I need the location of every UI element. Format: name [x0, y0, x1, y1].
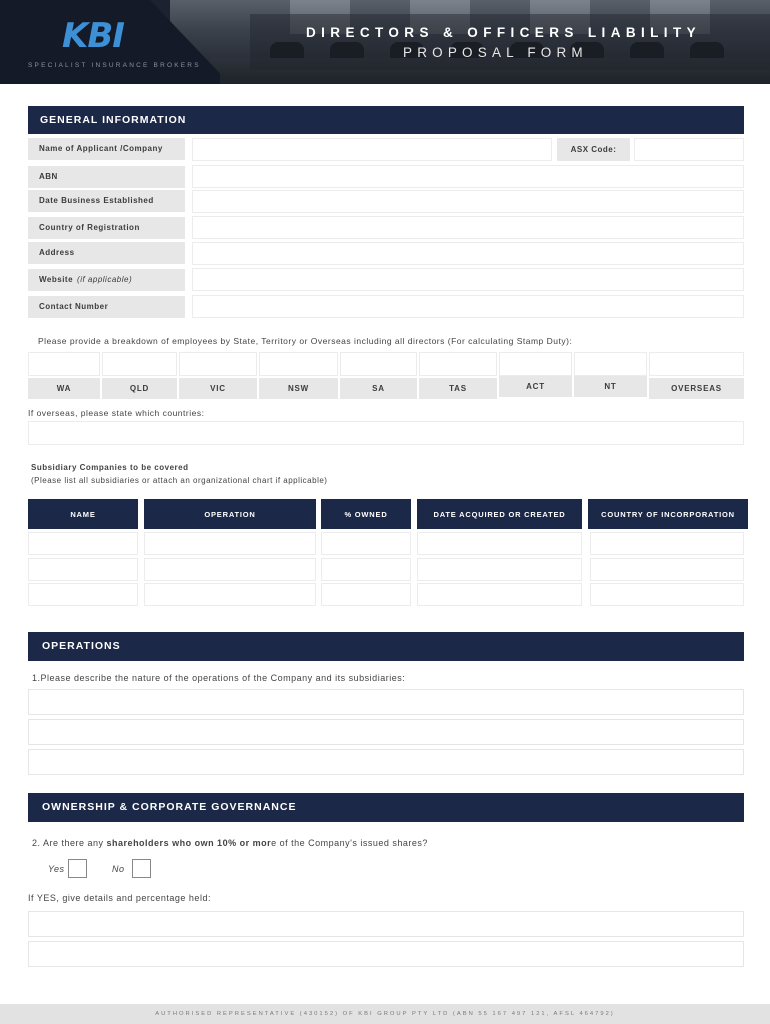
shareholders-question: 2. Are there any shareholders who own 10% or more of the Company's issued shares?	[32, 838, 428, 848]
footer-authorisation: AUTHORISED REPRESENTATIVE (430152) OF KBI GROUP PTY LTD (ABN 55 167 497 121, AFSL 464792)	[0, 1004, 770, 1024]
subsidiary-2-operation[interactable]	[144, 558, 316, 581]
asx-code-field[interactable]	[634, 138, 744, 161]
logo-tagline: SPECIALIST INSURANCE BROKERS	[28, 62, 201, 69]
contact-number-field[interactable]	[192, 295, 744, 318]
subsidiary-1-name[interactable]	[28, 532, 138, 555]
date-established-field[interactable]	[192, 190, 744, 213]
employees-instruction: Please provide a breakdown of employees by State, Territory or Overseas including all directors (For calculating Stamp Duty):	[38, 336, 573, 346]
employees-sa-field[interactable]	[340, 352, 417, 376]
subsidiary-2-date[interactable]	[417, 558, 582, 581]
column-date-acquired: DATE ACQUIRED OR CREATED	[417, 499, 582, 529]
contact-number-label: Contact Number	[28, 296, 185, 318]
no-label: No	[112, 864, 125, 874]
country-registration-field[interactable]	[192, 216, 744, 239]
operations-answer-line-1[interactable]	[28, 689, 744, 715]
operations-question: 1.Please describe the nature of the operations of the Company and its subsidiaries:	[32, 673, 406, 683]
operations-answer-line-2[interactable]	[28, 719, 744, 745]
country-registration-label: Country of Registration	[28, 217, 185, 239]
address-label: Address	[28, 242, 185, 264]
state-label-overseas: OVERSEAS	[649, 378, 744, 399]
subsidiary-3-operation[interactable]	[144, 583, 316, 606]
employees-nt-field[interactable]	[574, 352, 647, 376]
header-banner	[0, 0, 770, 84]
website-label: Website (if applicable)	[28, 269, 185, 291]
employees-act-field[interactable]	[499, 352, 572, 376]
state-label-qld: QLD	[102, 378, 177, 399]
employees-qld-field[interactable]	[102, 352, 177, 376]
asx-code-label: ASX Code:	[557, 138, 630, 161]
shareholder-details-label: If YES, give details and percentage held:	[28, 893, 211, 903]
subsidiary-2-owned[interactable]	[321, 558, 411, 581]
employees-vic-field[interactable]	[179, 352, 257, 376]
state-label-sa: SA	[340, 378, 417, 399]
column-operation: OPERATION	[144, 499, 316, 529]
shareholder-details-line-2[interactable]	[28, 941, 744, 967]
subsidiary-3-country[interactable]	[590, 583, 744, 606]
state-label-wa: WA	[28, 378, 100, 399]
subsidiary-1-operation[interactable]	[144, 532, 316, 555]
state-label-nsw: NSW	[259, 378, 338, 399]
employees-overseas-field[interactable]	[649, 352, 744, 376]
subsidiary-1-owned[interactable]	[321, 532, 411, 555]
website-note: (if applicable)	[77, 275, 133, 284]
state-label-act: ACT	[499, 376, 572, 397]
column-name: NAME	[28, 499, 138, 529]
employees-tas-field[interactable]	[419, 352, 497, 376]
abn-label: ABN	[28, 166, 185, 188]
overseas-countries-label: If overseas, please state which countries:	[28, 408, 205, 418]
ownership-governance-header: OWNERSHIP & CORPORATE GOVERNANCE	[28, 793, 744, 822]
subsidiary-1-date[interactable]	[417, 532, 582, 555]
subsidiary-1-country[interactable]	[590, 532, 744, 555]
date-established-label: Date Business Established	[28, 190, 185, 212]
subsidiary-3-owned[interactable]	[321, 583, 411, 606]
employees-wa-field[interactable]	[28, 352, 100, 376]
abn-field[interactable]	[192, 165, 744, 188]
applicant-label: Name of Applicant /Company	[28, 138, 185, 160]
general-information-header: GENERAL INFORMATION	[28, 106, 744, 134]
subsidiaries-note: (Please list all subsidiaries or attach an organizational chart if applicable)	[31, 476, 328, 485]
no-checkbox[interactable]	[132, 859, 151, 878]
kbi-logo: KBI	[62, 16, 124, 56]
applicant-field[interactable]	[192, 138, 552, 161]
form-subtitle: PROPOSAL FORM	[403, 45, 588, 60]
subsidiary-3-name[interactable]	[28, 583, 138, 606]
column-country-incorporation: COUNTRY OF INCORPORATION	[588, 499, 748, 529]
operations-header: OPERATIONS	[28, 632, 744, 661]
state-label-vic: VIC	[179, 378, 257, 399]
website-field[interactable]	[192, 268, 744, 291]
subsidiaries-title: Subsidiary Companies to be covered	[31, 463, 189, 472]
form-title: DIRECTORS & OFFICERS LIABILITY	[306, 25, 702, 40]
state-label-tas: TAS	[419, 378, 497, 399]
employees-nsw-field[interactable]	[259, 352, 338, 376]
subsidiary-2-name[interactable]	[28, 558, 138, 581]
state-label-nt: NT	[574, 376, 647, 397]
yes-label: Yes	[48, 864, 65, 874]
subsidiary-2-country[interactable]	[590, 558, 744, 581]
operations-answer-line-3[interactable]	[28, 749, 744, 775]
address-field[interactable]	[192, 242, 744, 265]
overseas-countries-field[interactable]	[28, 421, 744, 445]
subsidiary-3-date[interactable]	[417, 583, 582, 606]
shareholder-details-line-1[interactable]	[28, 911, 744, 937]
yes-checkbox[interactable]	[68, 859, 87, 878]
column-owned: % OWNED	[321, 499, 411, 529]
